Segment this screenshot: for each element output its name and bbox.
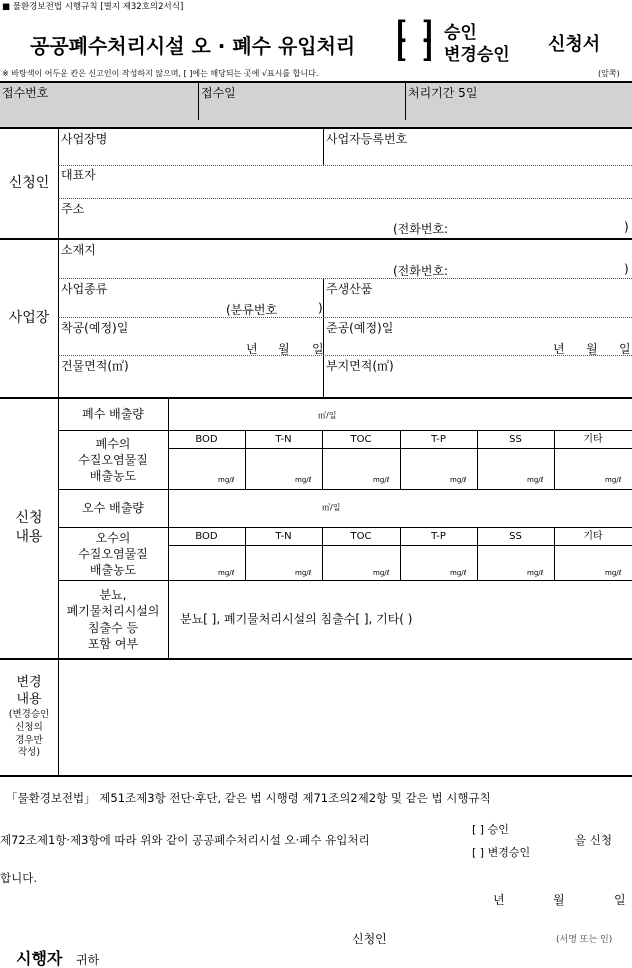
completion-date-label: 준공(예정)일: [326, 321, 394, 335]
title-option-approval: 승인: [444, 23, 477, 43]
sewage-tn-unit: mg/ℓ: [295, 569, 312, 577]
signer-label: 신청인: [352, 932, 387, 946]
classification-no-close: ): [318, 301, 323, 315]
pollutant-header-tn: T-N: [275, 433, 292, 445]
title-option-change-approval: 변경승인: [444, 45, 510, 65]
site-phone-label: (전화번호:: [393, 264, 449, 278]
sewage-tp-unit: mg/ℓ: [450, 569, 467, 577]
title-bracket-1: [: [396, 16, 407, 44]
excreta-line2: 폐기물처리시설의: [66, 604, 160, 619]
change-label-line1: 변경: [16, 674, 42, 690]
excreta-line3: 침출수 등: [87, 620, 139, 635]
business-type-label: 사업종류: [61, 282, 108, 296]
sewage-header-bod: BOD: [195, 530, 218, 542]
change-content-label: [0, 659, 58, 775]
request-content-section-label: [0, 398, 58, 658]
sewage-header-ss: SS: [509, 530, 522, 542]
pollutant-header-tp: T-P: [431, 433, 446, 445]
wastewater-conc-line2: 수질오염물질: [78, 452, 148, 467]
wastewater-toc-unit: mg/ℓ: [373, 476, 390, 484]
wastewater-tn-unit: mg/ℓ: [295, 476, 312, 484]
excreta-line4: 포함 여부: [87, 636, 139, 651]
signature-note: (서명 또는 인): [556, 935, 613, 945]
sewage-header-tn: T-N: [275, 530, 292, 542]
sewage-header-other: 기타: [583, 530, 603, 542]
title-bracket-1-close: ]: [422, 16, 433, 44]
statement-line2-end: 을 신청: [575, 833, 612, 847]
wastewater-conc-line3: 배출농도: [89, 469, 137, 484]
sewage-bod-unit: mg/ℓ: [218, 569, 235, 577]
recipient: 시행자: [16, 949, 63, 968]
sewage-conc-line1: 오수의: [95, 530, 131, 545]
representative-label: 대표자: [61, 168, 96, 182]
location-label: 소재지: [61, 243, 96, 257]
title-bracket-2-close: ]: [422, 36, 433, 64]
wastewater-discharge-unit: ㎥/일: [318, 411, 337, 420]
applicant-phone-label: (전화번호:: [393, 222, 449, 236]
request-content-label-line1: 신청: [15, 510, 43, 527]
sewage-conc-line3: 배출농도: [89, 563, 137, 578]
statement-option-change-approval: [ ] 변경승인: [472, 846, 531, 859]
receipt-shaded-area: [0, 82, 632, 128]
statement-option-approval: [ ] 승인: [472, 823, 509, 836]
change-note-line1: (변경승인: [8, 708, 50, 720]
sewage-concentration-label: [58, 528, 168, 580]
completion-date-year: 년: [553, 342, 565, 356]
completion-date-month: 월: [586, 342, 598, 356]
sewage-other-unit: mg/ℓ: [605, 569, 622, 577]
business-name-label: 사업장명: [61, 132, 108, 146]
site-area-label: 부지면적(㎡): [326, 359, 394, 373]
sewage-toc-unit: mg/ℓ: [373, 569, 390, 577]
classification-no-label: (분류번호: [226, 303, 278, 317]
statement-line3: 합니다.: [0, 871, 37, 885]
business-reg-no-label: 사업자등록번호: [326, 132, 408, 146]
title-suffix: 신청서: [548, 34, 601, 55]
site-section-label: 사업장: [8, 309, 50, 326]
address-label: 주소: [61, 202, 85, 216]
sewage-header-tp: T-P: [431, 530, 446, 542]
sewage-ss-unit: mg/ℓ: [527, 569, 544, 577]
main-product-label: 주생산품: [326, 282, 373, 296]
wastewater-ss-unit: mg/ℓ: [527, 476, 544, 484]
form-title: 공공폐수처리시설 오 · 폐수 유입처리: [30, 34, 356, 58]
start-date-label: 착공(예정)일: [61, 321, 129, 335]
statement-date-month: 월: [553, 893, 565, 907]
wastewater-bod-unit: mg/ℓ: [218, 476, 235, 484]
start-date-year: 년: [246, 342, 258, 356]
form-reference: ■ 물환경보전법 시행규칙 [별지 제32호의2서식]: [2, 2, 184, 12]
pollutant-header-bod: BOD: [195, 433, 218, 445]
start-date-day: 일: [312, 342, 324, 356]
excreta-line1: 분뇨,: [99, 588, 127, 603]
sewage-discharge-label: 오수 배출량: [82, 501, 144, 516]
processing-period: 처리기간 5일: [408, 86, 478, 100]
request-content-label-line2: 내용: [15, 529, 43, 545]
wastewater-tp-unit: mg/ℓ: [450, 476, 467, 484]
start-date-month: 월: [278, 342, 290, 356]
site-phone-close: ): [624, 262, 629, 276]
wastewater-concentration-label: [58, 431, 168, 489]
receipt-number-label: 접수번호: [2, 86, 49, 100]
pollutant-header-ss: SS: [509, 433, 522, 445]
statement-date-day: 일: [614, 893, 626, 907]
instruction-note: ※ 바탕색이 어두운 칸은 신고인이 작성하지 않으며, [ ]에는 해당되는 곳에 √표시를 합니다.: [2, 69, 319, 78]
building-area-label: 건물면적(㎡): [61, 359, 129, 373]
wastewater-other-unit: mg/ℓ: [605, 476, 622, 484]
change-note-line3: 경우만: [15, 734, 43, 746]
page-side: (앞쪽): [598, 69, 620, 78]
sewage-header-toc: TOC: [350, 530, 372, 542]
change-note-line2: 신청의: [15, 721, 43, 733]
completion-date-day: 일: [619, 342, 631, 356]
statement-line2: 제72조제1항·제3항에 따라 위와 같이 공공폐수처리시설 오·폐수 유입처리: [0, 833, 370, 847]
change-note-line4: 작성): [17, 747, 41, 759]
title-bracket-2: [: [396, 36, 407, 64]
receipt-date-label: 접수일: [201, 86, 236, 100]
statement-line1: 「물환경보전법」 제51조제3항 전단·후단, 같은 법 시행령 제71조의2제2항 및 같은 법 시행규칙: [6, 791, 491, 805]
wastewater-conc-line1: 폐수의: [95, 436, 131, 451]
applicant-phone-close: ): [624, 220, 629, 234]
excreta-leachate-options: 분뇨[ ], 폐기물처리시설의 침출수[ ], 기타( ): [180, 612, 413, 626]
pollutant-header-other: 기타: [583, 433, 603, 445]
wastewater-discharge-label: 폐수 배출량: [82, 406, 144, 421]
sewage-discharge-unit: ㎥/일: [322, 503, 341, 512]
sewage-conc-line2: 수질오염물질: [78, 546, 148, 561]
applicant-section-label: 신청인: [8, 174, 50, 191]
recipient-honorific: 귀하: [76, 953, 100, 967]
change-label-line2: 내용: [16, 692, 42, 708]
statement-date-year: 년: [493, 893, 505, 907]
excreta-leachate-label: [58, 581, 168, 658]
pollutant-header-toc: TOC: [350, 433, 372, 445]
